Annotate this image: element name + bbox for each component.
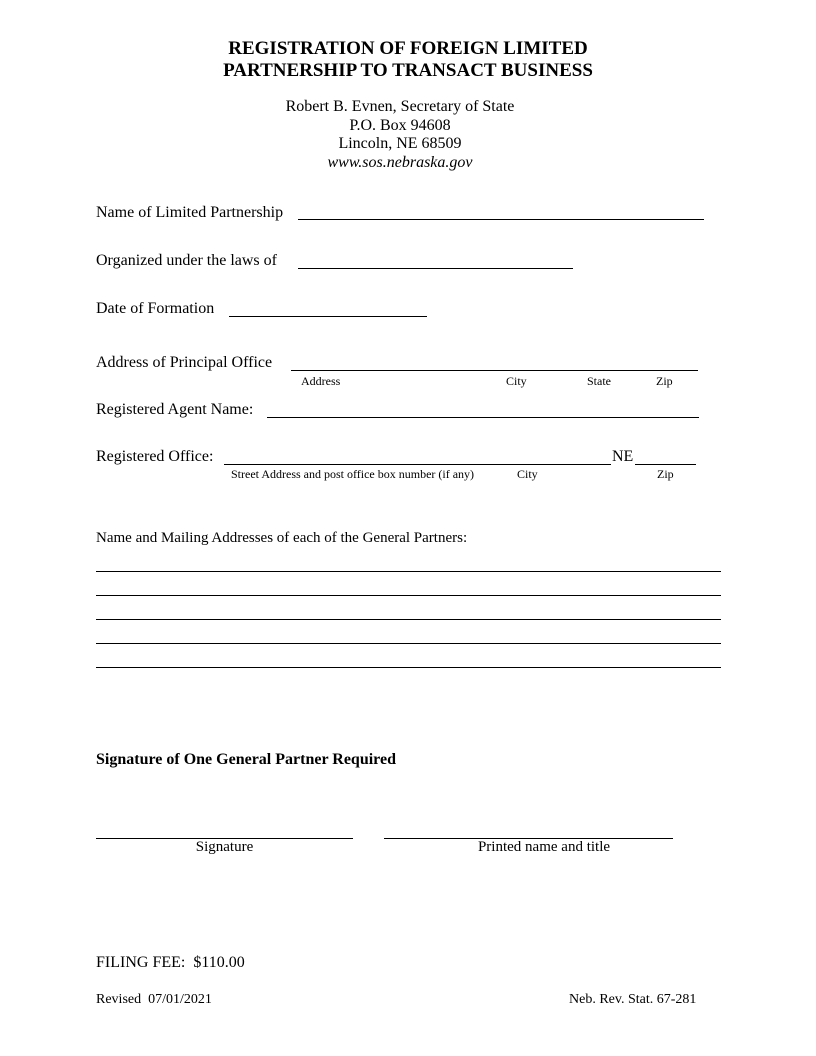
- partners-line-4: [96, 643, 721, 644]
- agent-name-field[interactable]: [269, 395, 697, 417]
- principal-city-caption: City: [506, 374, 527, 388]
- principal-address-caption: Address: [301, 374, 341, 388]
- official-name: Robert B. Evnen, Secretary of State: [285, 98, 515, 115]
- registered-state: NE: [612, 448, 634, 465]
- registered-office-field[interactable]: [226, 442, 609, 464]
- principal-office-line: [291, 370, 698, 371]
- principal-office-field[interactable]: [293, 348, 696, 370]
- partners-line-2: [96, 595, 721, 596]
- partners-line-3: [96, 619, 721, 620]
- formation-date-field[interactable]: [231, 294, 425, 316]
- po-box: P.O. Box 94608: [349, 117, 451, 134]
- website-link[interactable]: www.sos.nebraska.gov: [327, 154, 473, 171]
- registered-zip-field[interactable]: [637, 442, 694, 464]
- registered-city-caption: City: [517, 467, 538, 481]
- partners-field-5[interactable]: [98, 645, 719, 667]
- general-partners-label: Name and Mailing Addresses of each of the General Partners:: [96, 530, 468, 546]
- form-title-line2: PARTNERSHIP TO TRANSACT BUSINESS: [223, 60, 593, 81]
- partnership-name-label: Name of Limited Partnership: [96, 204, 284, 221]
- organized-label: Organized under the laws of: [96, 252, 277, 269]
- principal-office-label: Address of Principal Office: [96, 354, 273, 371]
- organized-field[interactable]: [300, 246, 571, 268]
- agent-name-label: Registered Agent Name:: [96, 401, 254, 418]
- registered-street-caption: Street Address and post office box number (if any): [231, 467, 475, 481]
- registered-zip-caption: Zip: [657, 467, 674, 481]
- organized-line: [298, 268, 573, 269]
- city-state-zip: Lincoln, NE 68509: [338, 135, 462, 152]
- signature-heading: Signature of One General Partner Required: [96, 751, 396, 768]
- signature-caption: Signature: [195, 839, 254, 855]
- principal-zip-caption: Zip: [656, 374, 673, 388]
- printed-name-caption: Printed name and title: [477, 839, 611, 855]
- filing-fee: FILING FEE: $110.00: [96, 954, 245, 971]
- formation-date-label: Date of Formation: [96, 300, 215, 317]
- printed-name-field[interactable]: [386, 815, 671, 837]
- form-title-line1: REGISTRATION OF FOREIGN LIMITED: [228, 38, 588, 59]
- partnership-name-line: [298, 219, 704, 220]
- revised-date: Revised 07/01/2021: [96, 992, 212, 1007]
- partners-line-1: [96, 571, 721, 572]
- statute-reference: Neb. Rev. Stat. 67-281: [569, 992, 697, 1007]
- partners-line-5: [96, 667, 721, 668]
- signature-field[interactable]: [98, 815, 351, 837]
- registered-office-line: [224, 464, 611, 465]
- agent-name-line: [267, 417, 699, 418]
- partners-field-2[interactable]: [98, 573, 719, 595]
- principal-state-caption: State: [587, 374, 611, 388]
- partners-field-3[interactable]: [98, 597, 719, 619]
- partnership-name-field[interactable]: [300, 197, 702, 219]
- formation-date-line: [229, 316, 427, 317]
- partners-field-4[interactable]: [98, 621, 719, 643]
- registered-zip-line: [635, 464, 696, 465]
- partners-field-1[interactable]: [98, 549, 719, 571]
- registered-office-label: Registered Office:: [96, 448, 214, 465]
